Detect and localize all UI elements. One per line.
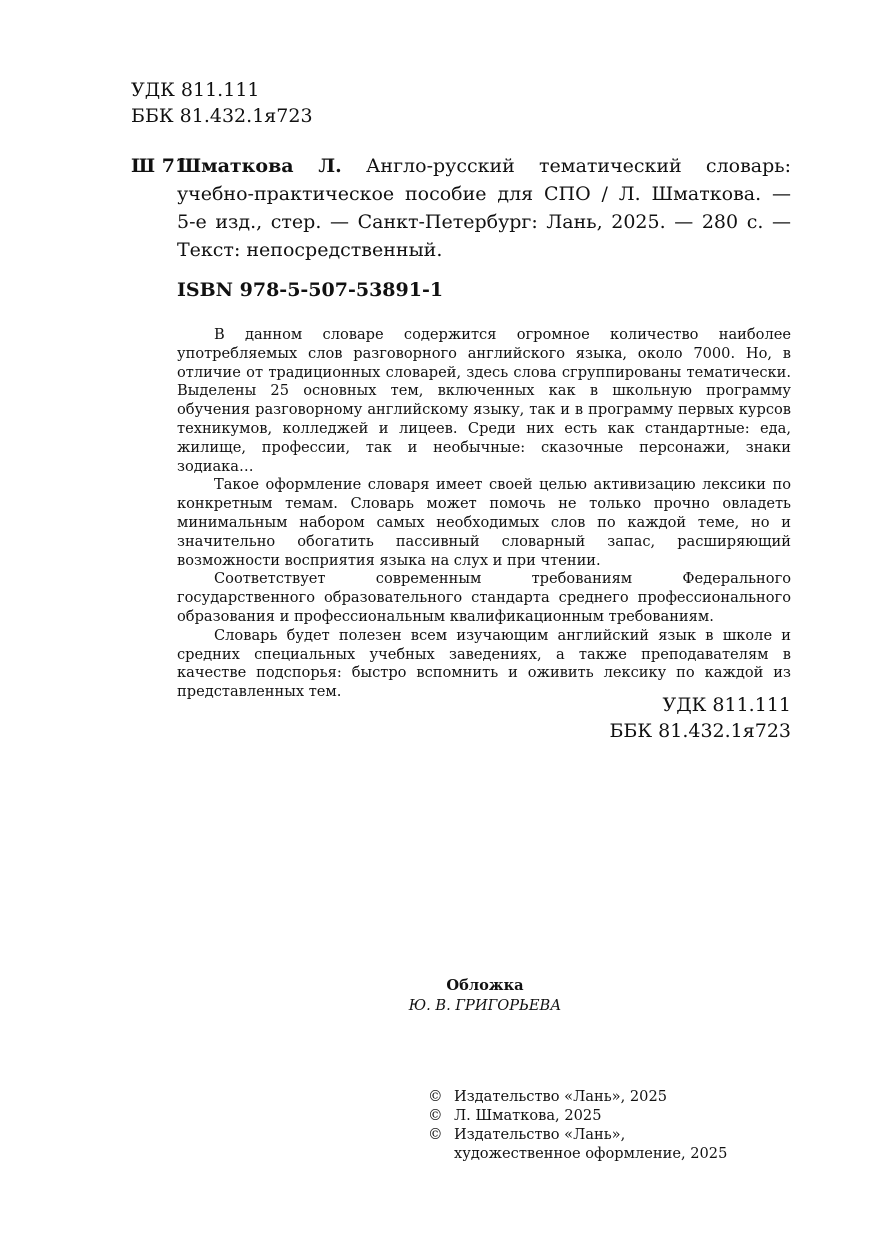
copyright-text: Издательство «Лань», 2025: [454, 1088, 668, 1105]
copyright-text: Издательство «Лань»,: [454, 1126, 626, 1143]
annotation-paragraph: В данном словаре содержится огромное количество наиболее употребляемых слов разговорного английского языка, около 7000. Но, в отличие от традиционных словарей, здесь слова сгруппированы тематически. Выделены 25 основных тем, включенных как в школьную программу обучения разговорному английскому языку, так и в программу первых курсов техникумов, колледжей и лицеев. Среди них есть как стандартные: еда, жилище, профессии, так и необычные: сказочные персонажи, знаки зодиака…: [177, 326, 791, 475]
annotation-paragraph: Словарь будет полезен всем изучающим английский язык в школе и средних специальных учебных заведениях, а также преподавателям в качестве подспорья: быстро вспомнить и оживить лексику по каждой из представленных тем.: [177, 626, 791, 701]
bbk-code: ББК 81.432.1я723: [131, 105, 313, 127]
copyright-icon: ©: [428, 1107, 443, 1124]
copyright-line: [428, 1125, 727, 1144]
annotation-paragraph: Соответствует современным требованиям Федерального государственного образовательного стандарта среднего профессионального образования и профессиональным квалификационным требованиям.: [177, 570, 791, 625]
copyright-notices: [428, 1087, 727, 1163]
cover-label: Обложка: [446, 977, 524, 994]
author-mark: Ш 71: [131, 155, 189, 177]
udk-code: УДК 811.111: [662, 694, 791, 716]
cover-designer: Ю. В. ГРИГОРЬЕВА: [408, 997, 562, 1014]
udk-bbk-header: [131, 77, 313, 129]
annotation: [177, 326, 791, 702]
isbn: ISBN 978-5-507-53891-1: [177, 279, 444, 301]
copyright-line: [428, 1087, 727, 1106]
biblio-line-2: учебно-практическое пособие для СПО / Л. Шматкова. —: [177, 183, 791, 205]
copyright-continuation: художественное оформление, 2025: [454, 1145, 728, 1162]
udk-bbk-footer: [560, 692, 791, 744]
author-name: Шматкова Л.: [177, 155, 342, 177]
bbk-code: ББК 81.432.1я723: [609, 720, 791, 742]
udk-code: УДК 811.111: [131, 79, 260, 101]
copyright-text: Л. Шматкова, 2025: [454, 1107, 602, 1124]
biblio-line-1: [177, 152, 791, 180]
cover-credit: [300, 976, 670, 1016]
bibliographic-record: [131, 152, 791, 264]
annotation-paragraph: Такое оформление словаря имеет своей целью активизацию лексики по конкретным темам. Словарь может помочь не только прочно овладеть минимальным набором самых необходимых слов по каждой теме, но и значительно обогатить пассивный словарный запас, расширяющий возможности восприятия языка на слух и при чтении.: [177, 476, 791, 569]
copyright-icon: ©: [428, 1126, 443, 1143]
book-title: Англо-русский тематический словарь:: [366, 155, 792, 177]
copyright-line: [428, 1106, 727, 1125]
copyright-icon: ©: [428, 1088, 443, 1105]
biblio-line-3: 5-е изд., стер. — Санкт-Петербург: Лань, 2025. — 280 с. —: [177, 211, 791, 233]
biblio-line-4: Текст: непосредственный.: [177, 239, 443, 261]
